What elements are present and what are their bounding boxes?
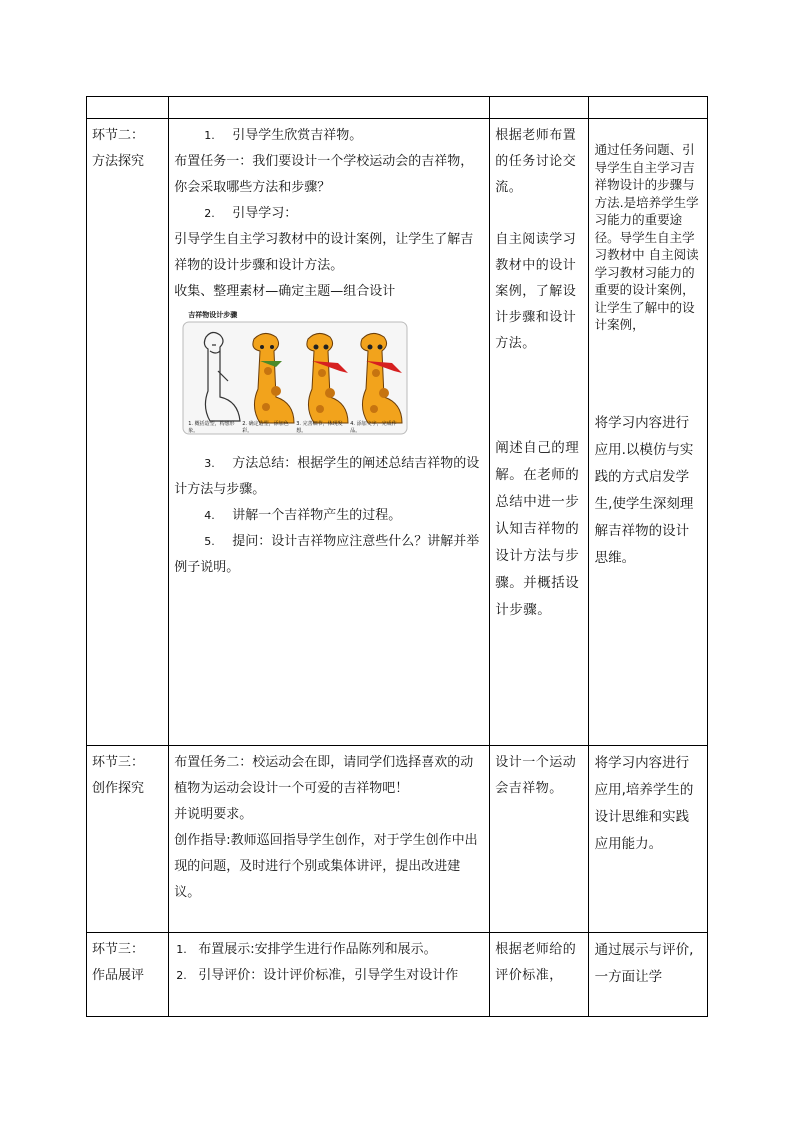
list-item: 2. 引导评价：设计评价标准，引导学生对设计作 xyxy=(176,968,459,983)
student-activity-cell xyxy=(490,933,588,1017)
design-intent-cell xyxy=(588,119,707,746)
teacher-activity-cell xyxy=(169,119,490,746)
collect-text: 收集、整理素材—确定主题—组合设计 xyxy=(174,284,396,299)
student-activity-cell xyxy=(490,119,588,746)
figure-caption: 4. 添加文字，完成作品。 xyxy=(350,421,397,434)
figure-captions xyxy=(188,421,404,435)
mascot-design-steps-figure xyxy=(182,311,408,433)
guide-text: 引导学生自主学习教材中的设计案例，让学生了解吉祥物的设计步骤和设计方法。 xyxy=(174,232,474,273)
intent-text: 将学习内容进行应用,培养学生的设计思维和实践应用能力。 xyxy=(594,755,694,852)
figure-caption: 3. 完善细节，体现发想。 xyxy=(296,421,343,434)
list-item: 1. 引导学生欣赏吉祥物。 xyxy=(204,128,363,143)
list-item: 2. 引导学习： xyxy=(204,206,298,221)
figure-caption: 1. 概括造型，构想形象。 xyxy=(188,421,235,434)
header-cell xyxy=(87,97,169,119)
stage-cell xyxy=(87,933,169,1017)
giraffe-illustration xyxy=(182,321,408,437)
list-item: 1. 布置展示:安排学生进行作品陈列和展示。 xyxy=(176,942,437,957)
student-text: 自主阅读学习教材中的设计案例，了解设计步骤和设计方法。 xyxy=(495,232,577,351)
requirement-text: 并说明要求。 xyxy=(174,807,253,822)
list-item: 3. 方法总结：根据学生的阐述总结吉祥物的设计方法与步骤。 xyxy=(174,456,480,497)
stage-name: 方法探究 xyxy=(92,154,145,169)
student-text: 根据老师布置的任务讨论交流。 xyxy=(495,128,577,195)
task-text: 布置任务一：我们要设计一个学校运动会的吉祥物，你会采取哪些方法和步骤？ xyxy=(174,154,474,195)
stage-label: 环节三： xyxy=(92,755,145,770)
intent-text: 通过任务问题、引导学生自主学习吉祥物设计的步骤与方法.是培养学生学习能力的重要途径。导学生自主学习教材中 自主阅读学习教材习能力的重要的设计案例，让学生了解中的设计案例， xyxy=(594,142,699,332)
header-cell xyxy=(169,97,490,119)
figure-title: 吉祥物设计步骤 xyxy=(188,311,238,319)
design-intent-cell xyxy=(588,746,707,933)
teacher-activity-cell xyxy=(169,746,490,933)
guide-text: 创作指导:教师巡回指导学生创作，对于学生创作中出现的问题，及时进行个别或集体讲评，提出改进建议。 xyxy=(174,833,478,900)
stage-label: 环节二： xyxy=(92,128,145,143)
header-row xyxy=(87,97,708,119)
student-activity-cell xyxy=(490,746,588,933)
stage-cell xyxy=(87,746,169,933)
student-text: 根据老师给的评价标准， xyxy=(495,942,577,983)
student-text: 设计一个运动会吉祥物。 xyxy=(495,755,577,796)
list-item: 4. 讲解一个吉祥物产生的过程。 xyxy=(204,508,402,523)
design-intent-cell xyxy=(588,933,707,1017)
stage-label: 环节三： xyxy=(92,942,145,957)
teacher-activity-cell xyxy=(169,933,490,1017)
table-row-create xyxy=(87,746,708,933)
header-cell xyxy=(490,97,588,119)
stage-name: 作品展评 xyxy=(92,968,145,983)
table-row-show xyxy=(87,933,708,1017)
intent-text: 通过展示与评价,一方面让学 xyxy=(594,942,694,985)
task-text: 布置任务二：校运动会在即，请同学们选择喜欢的动植物为运动会设计一个可爱的吉祥物吧！ xyxy=(174,755,474,796)
stage-cell xyxy=(87,119,169,746)
intent-text: 将学习内容进行应用.以模仿与实践的方式启发学生,使学生深刻理解吉祥物的设计思维。 xyxy=(594,414,694,566)
figure-caption: 2. 确定造型，添加色彩。 xyxy=(242,421,289,434)
lesson-plan-table xyxy=(86,96,708,1017)
stage-name: 创作探究 xyxy=(92,781,145,796)
list-item: 5. 提问：设计吉祥物应注意些什么？讲解并举例子说明。 xyxy=(174,534,480,575)
header-cell xyxy=(588,97,707,119)
student-text: 阐述自己的理解。在老师的总结中进一步认知吉祥物的设计方法与步骤。并概括设计步骤。 xyxy=(495,440,580,618)
table-row-method xyxy=(87,119,708,746)
